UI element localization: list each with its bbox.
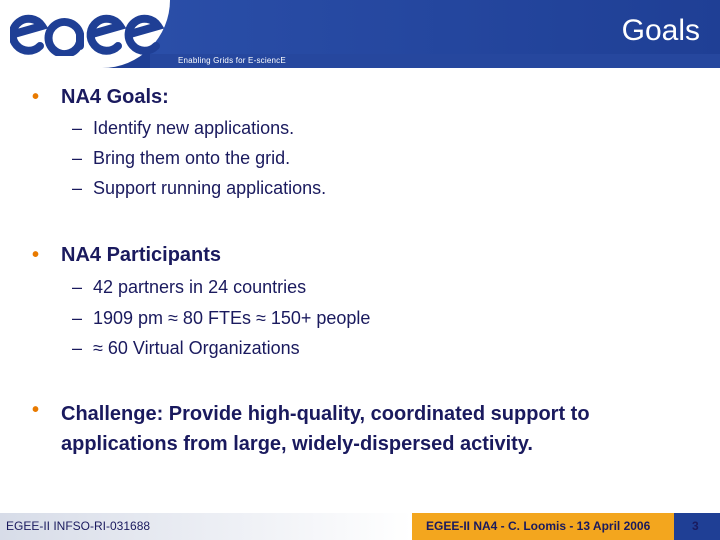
footer-presentation-info: EGEE-II NA4 - C. Loomis - 13 April 2006 xyxy=(426,519,651,533)
dash-marker: – xyxy=(72,338,83,358)
slide-title: Goals xyxy=(621,14,700,47)
dash-marker: – xyxy=(72,277,83,297)
page-number: 3 xyxy=(692,519,699,533)
list-item-text: Bring them onto the grid. xyxy=(93,148,291,168)
bullet-heading: Challenge: Provide high-quality, coordinated support to applications from large, widely-dispersed activity. xyxy=(61,403,590,455)
list-item-text: Identify new applications. xyxy=(93,118,295,138)
dash-marker: – xyxy=(72,118,83,138)
list-item-text: 1909 pm ≈ 80 FTEs ≈ 150+ people xyxy=(93,308,371,328)
footer-left-panel xyxy=(0,513,412,540)
bullet-dot: • xyxy=(32,244,40,266)
dash-marker: – xyxy=(72,148,83,168)
tagline: Enabling Grids for E-sciencE xyxy=(178,56,286,65)
bullet-heading: NA4 Participants xyxy=(61,244,222,266)
bullet-dot: • xyxy=(32,399,40,421)
dash-marker: – xyxy=(72,308,83,328)
bullet-dot: • xyxy=(32,86,40,108)
list-item-text: ≈ 60 Virtual Organizations xyxy=(93,338,300,358)
list-item-text: 42 partners in 24 countries xyxy=(93,277,307,297)
list-item-text: Support running applications. xyxy=(93,178,327,198)
footer xyxy=(0,513,720,540)
bullet-heading: NA4 Goals: xyxy=(61,86,169,108)
dash-marker: – xyxy=(72,178,83,198)
footer-project-id: EGEE-II INFSO-RI-031688 xyxy=(6,519,151,533)
egee-logo-icon xyxy=(10,12,164,56)
footer-center-panel xyxy=(412,513,674,540)
